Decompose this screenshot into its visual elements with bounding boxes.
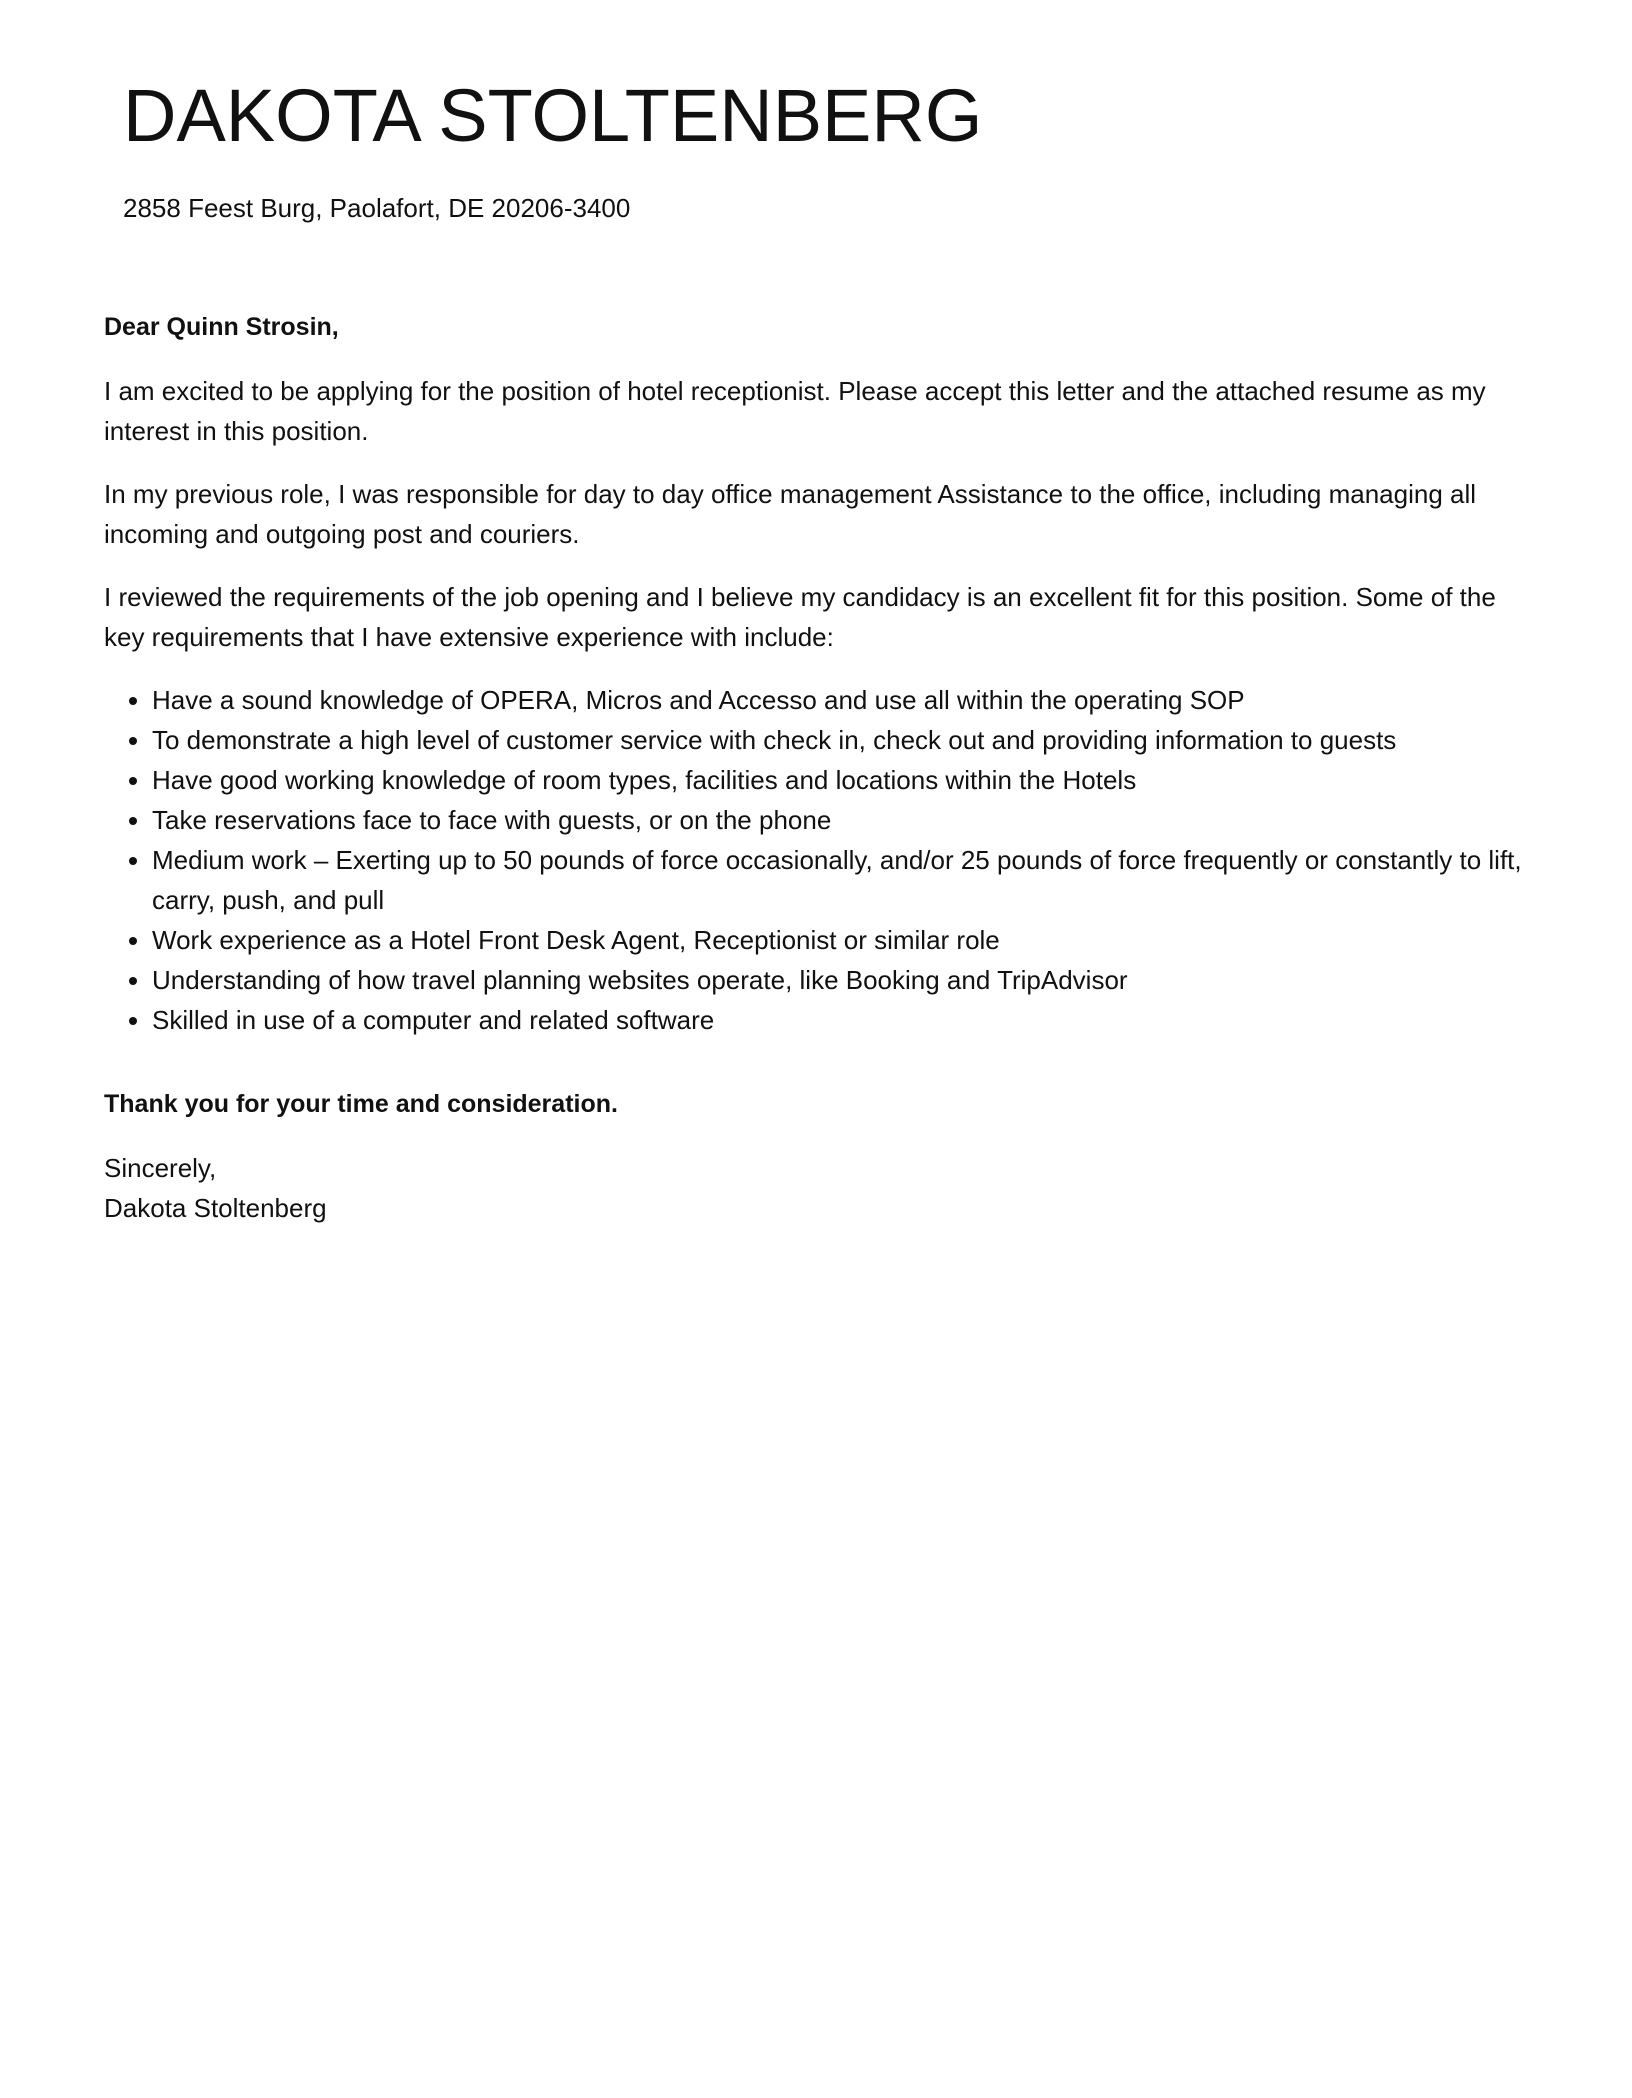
- thanks-line: Thank you for your time and consideration.: [104, 1090, 618, 1118]
- list-item: • Understanding of how travel planning websites operate, like Booking and TripAdvisor: [152, 960, 1524, 1000]
- list-item: • To demonstrate a high level of customer service with check in, check out and providing information to guests: [152, 720, 1524, 760]
- signature: Dakota Stoltenberg: [104, 1193, 327, 1223]
- applicant-address: 2858 Feest Burg, Paolafort, DE 20206-3400: [123, 193, 631, 223]
- paragraph-intro: I am excited to be applying for the position of hotel receptionist. Please accept this letter and the attached resume as my interest in this position.: [104, 376, 1486, 446]
- list-item: • Take reservations face to face with guests, or on the phone: [152, 800, 1524, 840]
- list-item: • Medium work – Exerting up to 50 pounds of force occasionally, and/or 25 pounds of force frequently or constantly to lift, carry, push, and pull: [152, 840, 1524, 920]
- salutation: Dear Quinn Strosin,: [104, 313, 339, 341]
- list-item: • Work experience as a Hotel Front Desk Agent, Receptionist or similar role: [152, 920, 1524, 960]
- paragraph-previous-role: In my previous role, I was responsible for day to day office management Assistance to the office, including managing all incoming and outgoing post and couriers.: [104, 479, 1477, 549]
- closing: Sincerely,: [104, 1153, 217, 1183]
- list-item: • Have a sound knowledge of OPERA, Micros and Accesso and use all within the operating SOP: [152, 680, 1524, 720]
- paragraph-requirements: I reviewed the requirements of the job opening and I believe my candidacy is an excellent fit for this position. Some of the key requirements that I have extensive experience with include:: [104, 582, 1496, 652]
- requirements-list: [104, 680, 1524, 1040]
- list-item: • Skilled in use of a computer and related software: [152, 1000, 1524, 1040]
- letter-body: [104, 307, 1524, 1228]
- list-item: • Have good working knowledge of room types, facilities and locations within the Hotels: [152, 760, 1524, 800]
- letter-header: [123, 70, 1423, 224]
- applicant-name: DAKOTA STOLTENBERG: [123, 74, 983, 157]
